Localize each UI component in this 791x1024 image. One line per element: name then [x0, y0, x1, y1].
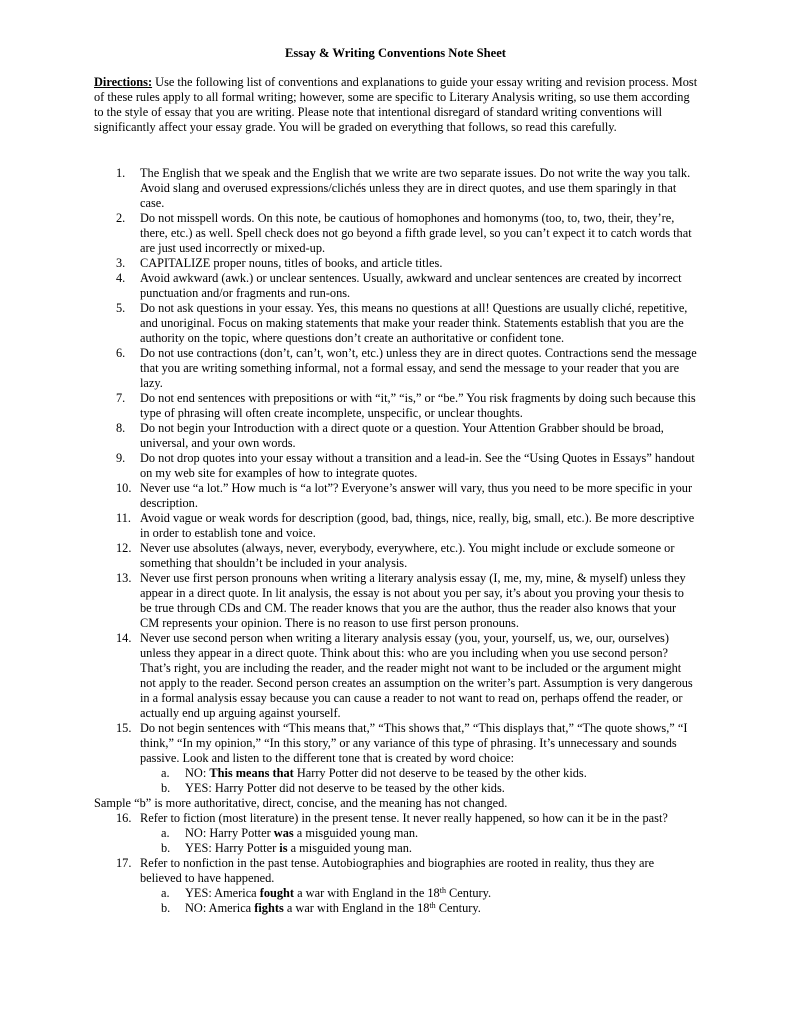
example-prefix: YES: Harry Potter — [185, 841, 280, 855]
item-number: 9. — [116, 451, 126, 465]
sample-text: Sample “b” is more authoritative, direct, concise, and the meaning has not changed. — [94, 796, 508, 810]
item-text: Never use second person when writing a literary analysis essay (you, your, yourself, us, we, our, ourselves) unless they appear in a direct quote. Think about this: who are you including when you use second person? That’s right, you are including the reader, and the reader might not want to be included or the argument might not apply to the reader. Second person creates an assumption on the writer’s part. Assumption is very dangerous in a formal analysis essay because you can cause a reader to not want to read on, perhaps offend the reader, or actually end up arguing against yourself. — [140, 631, 693, 720]
example-prefix: NO: — [185, 766, 210, 780]
example-prefix: NO: Harry Potter — [185, 826, 274, 840]
sample-note — [94, 796, 698, 811]
example-suffix: a misguided young man. — [287, 841, 412, 855]
list-item — [94, 211, 698, 256]
item-text: Do not end sentences with prepositions or with “it,” “is,” or “be.” You risk fragments by doing such because this type of phrasing will often create incomplete, unspecific, or unclear thoughts. — [140, 391, 696, 420]
conventions-list — [94, 166, 698, 916]
directions-text: Use the following list of conventions and explanations to guide your essay writing and revision process. Most of these rules apply to all formal writing; however, some are specific to Literary Analysis writing, so use them according to the style of essay that you are writing. Please note that intentional disregard of standard writing conventions will significantly affect your essay grade. You will be graded on everything that follows, so read this carefully. — [94, 75, 698, 134]
list-item — [94, 481, 698, 511]
example-letter: a. — [161, 826, 170, 840]
example-letter: b. — [161, 841, 171, 855]
example-letter: a. — [161, 886, 170, 900]
example-suffix: Harry Potter did not deserve to be teased by the other kids. — [293, 766, 587, 780]
list-item — [94, 811, 698, 856]
directions-label: Directions: — [94, 75, 153, 89]
example-yes — [140, 841, 698, 856]
example-yes — [140, 781, 698, 796]
page-title: Essay & Writing Conventions Note Sheet — [285, 46, 506, 60]
list-item — [94, 301, 698, 346]
list-item — [94, 391, 698, 421]
list-item — [94, 271, 698, 301]
example-letter: a. — [161, 766, 170, 780]
list-item — [94, 511, 698, 541]
item-number: 14. — [116, 631, 132, 645]
item-text: Do not use contractions (don’t, can’t, won’t, etc.) unless they are in direct quotes. Contractions send the message that you are writing something informal, not a formal essay, and send the message to your reader that you are lazy. — [140, 346, 697, 390]
item-number: 16. — [116, 811, 132, 825]
item-text: Avoid vague or weak words for description (good, bad, things, nice, really, big, small, etc.). Be more descriptive in order to establish tone and voice. — [140, 511, 695, 540]
example-suffix: a misguided young man. — [293, 826, 419, 840]
list-item — [94, 256, 698, 271]
item-number: 6. — [116, 346, 126, 360]
list-item — [94, 451, 698, 481]
example-text: YES: Harry Potter did not deserve to be teased by the other kids. — [185, 781, 505, 795]
item-number: 12. — [116, 541, 132, 555]
item-text: Do not begin your Introduction with a direct quote or a question. Your Attention Grabber should be broad, universal, and your own words. — [140, 421, 664, 450]
example-letter: b. — [161, 781, 171, 795]
example-prefix: NO: America — [185, 901, 255, 915]
item-number: 2. — [116, 211, 126, 225]
example-emphasis: is — [279, 841, 288, 855]
example-middle: a war with England in the 18 — [294, 886, 440, 900]
example-letter: b. — [161, 901, 171, 915]
example-emphasis: This means that — [209, 766, 294, 780]
item-text: Do not ask questions in your essay. Yes, this means no questions at all! Questions are usually cliché, repetitive, and unoriginal. Focus on making statements that make your reader think. Statements establish that you are the authority on the topic, where questions don’t create an authoritative or confident tone. — [140, 301, 688, 345]
list-item — [94, 631, 698, 721]
item-text: Refer to nonfiction in the past tense. Autobiographies and biographies are rooted in reality, thus they are believed to have happened. — [140, 856, 655, 885]
item-text: Do not begin sentences with “This means that,” “This shows that,” “This displays that,” “The quote shows,” “I think,” “In my opinion,” “In this story,” or any variance of this type of phrasing. It’s unnecessary and sounds passive. Look and listen to the different tone that is created by word choice: — [140, 721, 688, 765]
item-text: CAPITALIZE proper nouns, titles of books, and article titles. — [140, 256, 443, 270]
example-emphasis: was — [273, 826, 294, 840]
item-number: 3. — [116, 256, 126, 270]
list-item — [94, 571, 698, 631]
item-text: Do not drop quotes into your essay without a transition and a lead-in. See the “Using Quotes in Essays” handout on my web site for examples of how to integrate quotes. — [140, 451, 695, 480]
item-text: Do not misspell words. On this note, be cautious of homophones and homonyms (too, to, two, their, they’re, there, etc.) as well. Spell check does not go beyond a fifth grade level, so you can’t expect it to catch words that are just used incorrectly or mixed-up. — [140, 211, 692, 255]
list-item — [94, 421, 698, 451]
item-number: 15. — [116, 721, 132, 735]
example-suffix: Century. — [435, 901, 481, 915]
directions-paragraph — [94, 75, 698, 135]
item-number: 5. — [116, 301, 126, 315]
example-middle: a war with England in the 18 — [283, 901, 430, 915]
item-text: Refer to fiction (most literature) in the present tense. It never really happened, so how can it be in the past? — [140, 811, 668, 825]
example-no — [140, 766, 698, 781]
item-text: Avoid awkward (awk.) or unclear sentences. Usually, awkward and unclear sentences are created by incorrect punctuation and/or fragments and run-ons. — [140, 271, 682, 300]
list-item — [94, 346, 698, 391]
item-number: 4. — [116, 271, 126, 285]
item-text: The English that we speak and the English that we write are two separate issues. Do not write the way you talk. Avoid slang and overused expressions/clichés unless they are in direct quotes, and use them sparingly in that case. — [140, 166, 691, 210]
example-no — [140, 901, 698, 916]
ordinal-suffix: th — [439, 886, 446, 895]
item-number: 10. — [116, 481, 132, 495]
item-number: 7. — [116, 391, 126, 405]
item-number: 8. — [116, 421, 126, 435]
example-no — [140, 826, 698, 841]
example-emphasis: fought — [259, 886, 295, 900]
ordinal-suffix: th — [429, 901, 436, 910]
example-suffix: Century. — [445, 886, 492, 900]
list-item — [94, 541, 698, 571]
item-number: 13. — [116, 571, 132, 585]
item-text: Never use first person pronouns when writing a literary analysis essay (I, me, my, mine, & myself) unless they appear in a direct quote. In lit analysis, the essay is not about you per say, it’s about you proving your thesis to be true through CDs and CM. The reader knows that you are the author, thus the reader also knows that your CM represents your opinion. There is no reason to use first person pronouns. — [140, 571, 686, 630]
item-text: Never use absolutes (always, never, everybody, everywhere, etc.). You might include or exclude someone or something that shouldn’t be included in your analysis. — [140, 541, 675, 570]
list-item — [94, 856, 698, 916]
item-text: Never use “a lot.” How much is “a lot”? Everyone’s answer will vary, thus you need to be more specific in your description. — [140, 481, 693, 510]
example-emphasis: fights — [254, 901, 284, 915]
item-number: 11. — [116, 511, 131, 525]
example-yes — [140, 886, 698, 901]
item-number: 17. — [116, 856, 132, 870]
list-item — [94, 166, 698, 211]
example-prefix: YES: America — [185, 886, 260, 900]
item-number: 1. — [116, 166, 126, 180]
list-item — [94, 721, 698, 811]
